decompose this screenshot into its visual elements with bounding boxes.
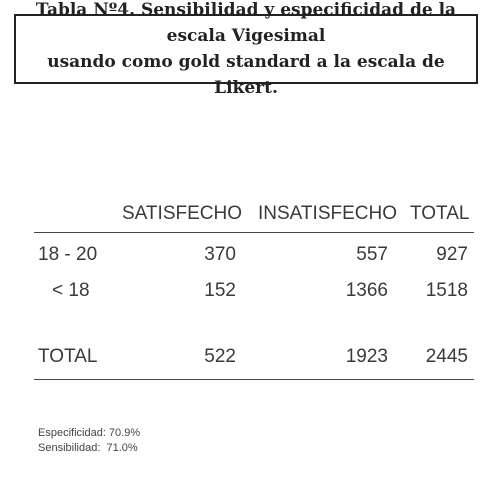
total-total: 2445 [425,346,468,367]
footer-rule [34,379,474,380]
notes-block [38,426,140,456]
table-title-box [14,0,478,98]
table-row [34,237,474,273]
sensibilidad-note: Sensibilidad: 71.0% [38,442,138,454]
table-title-line-2: usando como gold standard a la escala de Likert. [47,52,445,98]
cell-satisfecho: 152 [204,280,236,301]
table-total-row [34,339,474,375]
results-table [34,196,474,380]
table-title-line-1: Tabla Nº4. Sensibilidad y especificidad de la escala Vigesimal [35,0,457,46]
cell-total: 1518 [425,280,468,301]
header-total: TOTAL [410,203,470,224]
header-insatisfecho: INSATISFECHO [258,203,397,224]
total-satisfecho: 522 [204,346,236,367]
total-insatisfecho: 1923 [345,346,388,367]
cell-total: 927 [436,244,468,265]
row-label: < 18 [52,280,90,301]
table-row [34,273,474,309]
cell-insatisfecho: 557 [356,244,388,265]
table-header-row [34,196,474,232]
total-row-label: TOTAL [38,346,98,367]
header-satisfecho: SATISFECHO [122,203,242,224]
row-label: 18 - 20 [38,244,98,265]
cell-satisfecho: 370 [204,244,236,265]
cell-insatisfecho: 1366 [345,280,388,301]
especificidad-note: Especificidad: 70.9% [38,427,141,439]
